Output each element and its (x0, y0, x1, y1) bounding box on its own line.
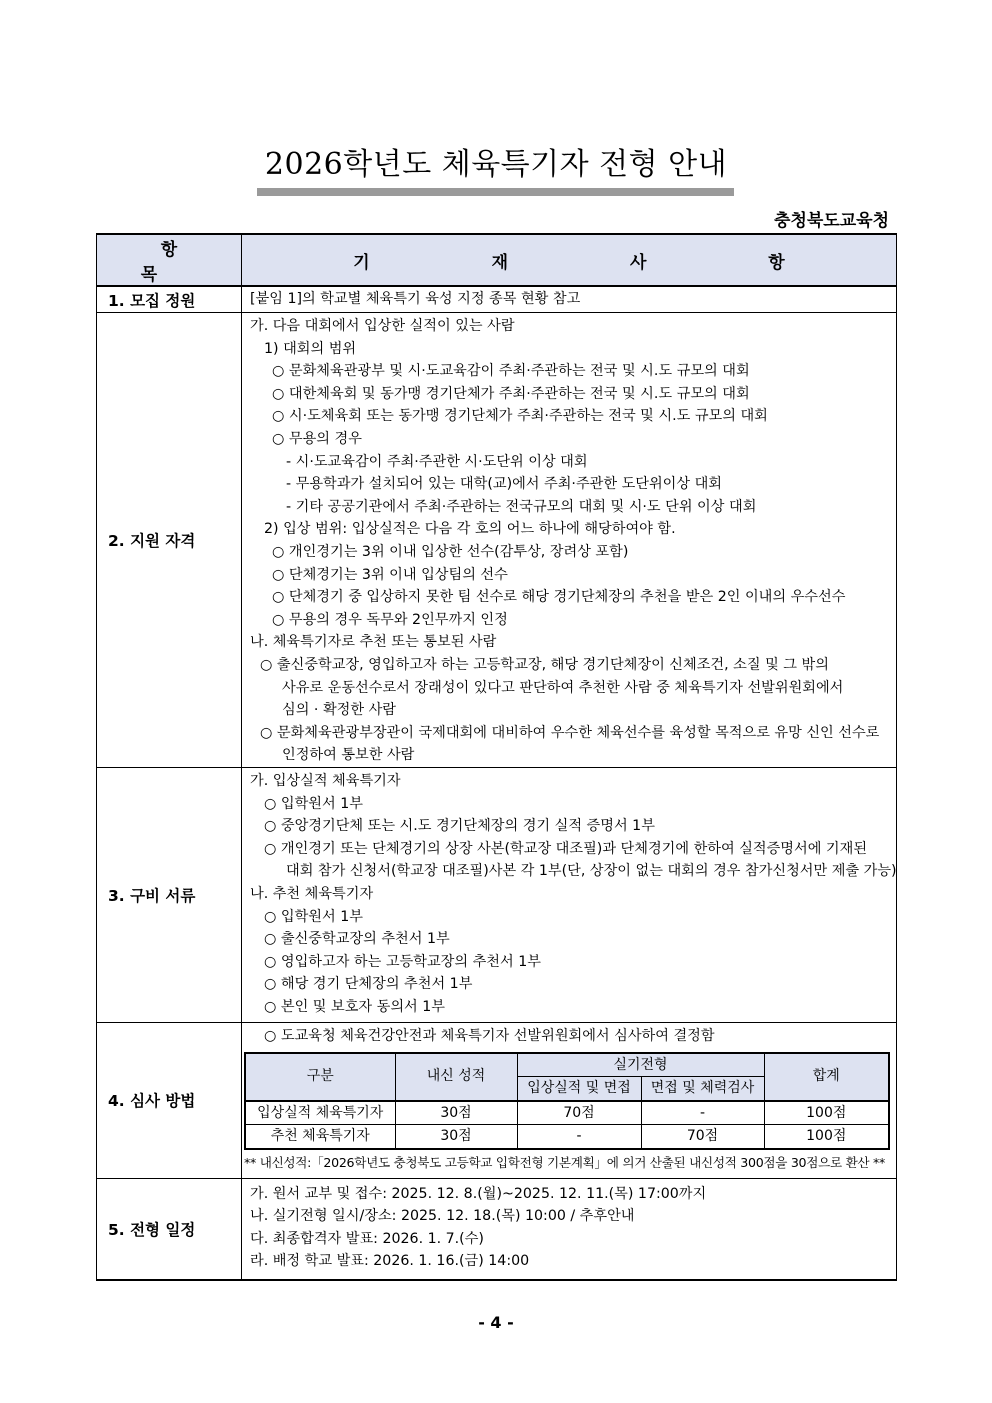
organization-name: 충청북도교육청 (774, 211, 889, 231)
score-header-grades: 내신 성적 (395, 1053, 517, 1101)
score-header-total: 합계 (764, 1053, 889, 1101)
score-cell: 30점 (395, 1125, 517, 1149)
score-cell: - (517, 1125, 641, 1149)
documents-line: 가. 입상실적 체육특기자 (250, 773, 401, 789)
documents-line: ○ 영입하고자 하는 고등학교장의 추천서 1부 (264, 953, 541, 970)
score-cell: 70점 (517, 1101, 641, 1125)
guide-table (96, 233, 897, 1281)
eligibility-line: 나. 체육특기자로 추천 또는 통보된 사람 (250, 634, 497, 651)
table-row (97, 313, 897, 768)
row-content-documents (242, 768, 897, 1023)
score-header-category: 구분 (245, 1053, 395, 1101)
eligibility-line: ○ 출신중학교장, 영입하고자 하는 고등학교장, 해당 경기단체장이 신체조건, 소질 및 그 밖의 (260, 656, 829, 673)
eligibility-line: ○ 문화체육관광부장관이 국제대회에 대비하여 우수한 체육선수를 육성할 목적으로 유망 신인 선수로 (260, 724, 880, 741)
eligibility-line: 인정하여 통보한 사람 (282, 747, 415, 764)
header-item: 항 목 (97, 234, 242, 286)
documents-line: 대회 참가 신청서(학교장 대조필)사본 각 1부(단, 상장이 없는 대회의 경우 참가신청서만 제출 가능) (286, 863, 897, 880)
documents-line: ○ 해당 경기 단체장의 추천서 1부 (264, 976, 473, 993)
table-row (97, 768, 897, 1023)
eligibility-line: - 기타 공공기관에서 주최·주관하는 전국규모의 대회 및 시·도 단위 이상 대회 (286, 498, 757, 515)
row-label-recruitment: 1. 모집 정원 (97, 286, 242, 313)
row-content-recruitment (242, 286, 897, 313)
row-content-schedule (242, 1178, 897, 1280)
row-label-eligibility: 2. 지원 자격 (97, 313, 242, 768)
score-cell: 입상실적 체육특기자 (245, 1101, 395, 1125)
eligibility-line: 심의 · 확정한 사람 (282, 702, 396, 719)
documents-line: 나. 추천 체육특기자 (250, 885, 374, 902)
row-label-schedule: 5. 전형 일정 (97, 1178, 242, 1280)
row-label-evaluation: 4. 심사 방법 (97, 1023, 242, 1179)
table-row (97, 1178, 897, 1280)
row-content-eligibility (242, 313, 897, 768)
title-underline (257, 188, 734, 196)
eligibility-line: 2) 입상 범위: 입상실적은 다음 각 호의 어느 하나에 해당하여야 함. (264, 521, 676, 538)
documents-line: ○ 입학원서 1부 (264, 908, 363, 925)
score-cell: 100점 (764, 1101, 889, 1125)
score-cell: 추천 체육특기자 (245, 1125, 395, 1149)
eligibility-line: ○ 시·도체육회 또는 동가맹 경기단체가 주최·주관하는 전국 및 시.도 규모의 대회 (272, 408, 768, 425)
eligibility-line: ○ 대한체육회 및 동가맹 경기단체가 주최·주관하는 전국 및 시.도 규모의 대회 (272, 385, 750, 402)
page-title: 2026학년도 체육특기자 전형 안내 (264, 147, 728, 182)
table-row (245, 1125, 889, 1149)
schedule-line: 나. 실기전형 일시/장소: 2025. 12. 18.(목) 10:00 / 추후안내 (250, 1208, 635, 1225)
score-cell: 70점 (641, 1125, 764, 1149)
score-header-award: 입상실적 및 면접 (517, 1077, 641, 1101)
table-row (97, 286, 897, 313)
eligibility-line: - 무용학과가 설치되어 있는 대학(교)에서 주최·주관한 도단위이상 대회 (286, 476, 723, 493)
row-content-evaluation (242, 1023, 897, 1179)
eligibility-line: ○ 무용의 경우 독무와 2인무까지 인정 (272, 611, 508, 628)
score-header-row (245, 1053, 889, 1077)
row-label-documents: 3. 구비 서류 (97, 768, 242, 1023)
documents-line: ○ 본인 및 보호자 동의서 1부 (264, 998, 446, 1015)
score-table (244, 1052, 890, 1150)
schedule-line: 가. 원서 교부 및 접수: 2025. 12. 8.(월)~2025. 12. 11.(목) 17:00까지 (250, 1185, 707, 1202)
eligibility-line: ○ 문화체육관광부 및 시·도교육감이 주최·주관하는 전국 및 시.도 규모의 대회 (272, 363, 750, 380)
eligibility-line: 사유로 운동선수로서 장래성이 있다고 판단하여 추천한 사람 중 체육특기자 선발위원회에서 (282, 679, 844, 696)
score-cell: 100점 (764, 1125, 889, 1149)
score-header-interview: 면접 및 체력검사 (641, 1077, 764, 1101)
eligibility-line: ○ 무용의 경우 (272, 430, 362, 447)
documents-line: ○ 입학원서 1부 (264, 795, 363, 812)
table-row (245, 1101, 889, 1125)
evaluation-intro: ○ 도교육청 체육건강안전과 체육특기자 선발위원회에서 심사하여 결정함 (264, 1028, 715, 1044)
table-row (97, 1023, 897, 1179)
recruitment-text: [붙임 1]의 학교별 체육특기 육성 지정 종목 현황 참고 (250, 291, 581, 307)
eligibility-line: 가. 다음 대회에서 입상한 실적이 있는 사람 (250, 318, 515, 334)
table-header-row (97, 234, 897, 286)
header-content: 기 재 사 항 (242, 234, 897, 286)
documents-line: ○ 출신중학교장의 추천서 1부 (264, 931, 450, 948)
score-note: ** 내신성적:「2026학년도 충청북도 고등학교 입학전형 기본계획」에 의거 산출된 내신성적 300점을 30점으로 환산 ** (244, 1154, 885, 1170)
eligibility-line: 1) 대회의 범위 (264, 340, 357, 357)
eligibility-line: ○ 단체경기 중 입상하지 못한 팀 선수로 해당 경기단체장의 추천을 받은 2인 이내의 우수선수 (272, 589, 846, 606)
documents-line: ○ 중앙경기단체 또는 시.도 경기단체장의 경기 실적 증명서 1부 (264, 818, 655, 835)
score-cell: - (641, 1101, 764, 1125)
score-cell: 30점 (395, 1101, 517, 1125)
schedule-line: 라. 배정 학교 발표: 2026. 1. 16.(금) 14:00 (250, 1253, 530, 1270)
eligibility-line: - 시·도교육감이 주최·주관한 시·도단위 이상 대회 (286, 453, 588, 470)
eligibility-line: ○ 개인경기는 3위 이내 입상한 선수(감투상, 장려상 포함) (272, 543, 629, 560)
schedule-line: 다. 최종합격자 발표: 2026. 1. 7.(수) (250, 1230, 484, 1247)
page-number: - 4 - (478, 1313, 514, 1332)
eligibility-line: ○ 단체경기는 3위 이내 입상팀의 선수 (272, 566, 508, 583)
documents-line: ○ 개인경기 또는 단체경기의 상장 사본(학교장 대조필)과 단체경기에 한하여 실적증명서에 기재된 (264, 840, 868, 857)
score-header-practical: 실기전형 (517, 1053, 764, 1077)
